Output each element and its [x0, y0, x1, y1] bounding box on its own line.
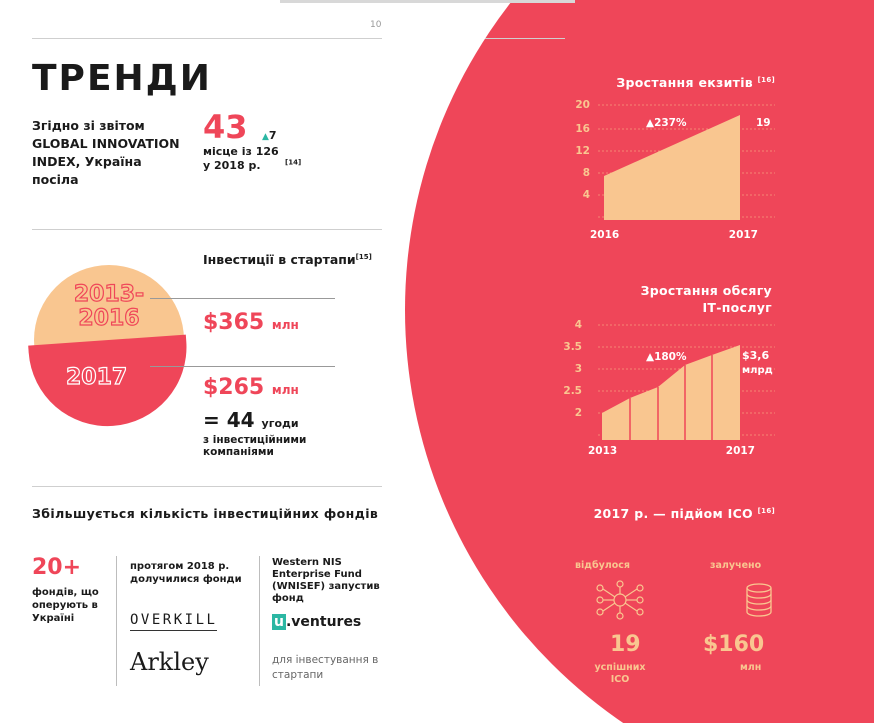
leader-line — [150, 298, 335, 299]
ico-raised-amount: $160 — [703, 632, 765, 657]
wnisef-text: Western NIS Enterprise Fund (WNISEF) запустив фонд — [272, 557, 380, 604]
leader-line — [150, 366, 335, 367]
amount-2013-2016 — [203, 310, 299, 335]
funds-title: Збільшується кількість інвестиційних фондів — [32, 506, 379, 521]
it-end-label-line1: $3,6 — [742, 349, 770, 362]
gii-place — [203, 145, 301, 173]
it-title-line2: ІТ-послуг — [702, 300, 772, 315]
ico-count-sub — [580, 662, 660, 686]
ico-count: 19 — [610, 632, 641, 657]
ico-title-text: 2017 р. — підйом ICO — [593, 506, 753, 521]
x-tick: 2017 — [728, 229, 758, 241]
divider — [32, 229, 382, 230]
network-icon — [592, 580, 648, 620]
y-tick: 20 — [575, 99, 590, 111]
gii-rank: 43 — [203, 108, 248, 146]
x-tick: 2013 — [588, 445, 618, 457]
amount-2017 — [203, 375, 299, 400]
uventures-logo — [272, 614, 361, 630]
ico-ref: [16] — [757, 506, 775, 515]
coins-stack-icon — [744, 582, 774, 618]
gii-place-text: місце із 126 у 2018 р. — [203, 145, 279, 172]
deals-unit: угоди — [261, 417, 299, 430]
ico-label-raised: залучено — [710, 560, 762, 571]
y-tick: 12 — [575, 145, 590, 157]
x-tick: 2016 — [590, 229, 620, 241]
overkill-logo: OVERKILL — [130, 612, 217, 631]
amount1-value: $365 — [203, 310, 265, 335]
y-tick: 4 — [582, 189, 590, 201]
deals-value: = 44 — [203, 408, 255, 432]
ico-raised-unit: млн — [740, 662, 762, 673]
ico-label-happened: відбулося — [575, 560, 630, 571]
pie-label-line2: 2016 — [78, 306, 140, 331]
gii-ref: [14] — [285, 158, 302, 167]
uventures-logo-u: u — [274, 614, 284, 630]
ico-title — [555, 506, 775, 521]
funds-count-desc: фондів, що оперують в Україні — [32, 587, 99, 624]
amount2-value: $265 — [203, 375, 265, 400]
y-tick: 4 — [574, 319, 582, 331]
y-tick: 3 — [574, 363, 582, 375]
y-tick: 16 — [575, 123, 590, 135]
divider — [32, 38, 382, 39]
pie-label-2013-2016 — [64, 283, 154, 331]
exits-title-text: Зростання екзитів — [616, 75, 753, 90]
investments-title-text: Інвестиції в стартапи — [203, 252, 356, 267]
pie-label-line1: 2013- — [73, 282, 145, 307]
y-tick: 2.5 — [563, 385, 582, 397]
y-tick: 8 — [582, 167, 590, 179]
page-title: ТРЕНДИ — [32, 58, 212, 99]
up-triangle-icon: ▲ — [262, 132, 269, 142]
y-tick: 3.5 — [563, 341, 582, 353]
gii-change-value: 7 — [268, 129, 277, 142]
gii-rank-change — [262, 129, 277, 142]
deals-count — [203, 408, 299, 432]
x-tick: 2017 — [725, 445, 755, 457]
page-number: 10 — [370, 20, 382, 30]
y-tick: 2 — [574, 407, 582, 419]
it-services-title — [540, 282, 772, 316]
it-services-chart — [560, 315, 780, 460]
deals-subtitle: з інвестиційними компаніями — [203, 434, 307, 458]
amount1-unit: млн — [271, 318, 299, 332]
exits-end-label: 19 — [756, 117, 771, 129]
column-divider — [116, 556, 117, 686]
exits-growth-label: ▲237% — [646, 117, 687, 129]
ico-sub-line1: успішних — [594, 662, 646, 673]
invest-for-text: для інвестування в стартапи — [272, 654, 379, 681]
divider — [32, 486, 382, 487]
investments-ref: [15] — [355, 252, 372, 261]
it-growth-label: ▲180% — [646, 351, 687, 363]
it-title-line1: Зростання обсягу — [640, 283, 772, 298]
exits-area — [604, 115, 740, 220]
arkley-logo: Arkley — [130, 648, 209, 676]
exits-chart — [560, 95, 780, 245]
amount2-unit: млн — [271, 383, 299, 397]
ico-sub-line2: ICO — [610, 674, 630, 685]
funds-count: 20+ — [32, 555, 82, 580]
column-divider — [259, 556, 260, 686]
pie-label-2017: 2017 — [66, 365, 128, 390]
it-end-label-line2: млрд — [742, 365, 773, 376]
uventures-logo-rest: .ventures — [285, 614, 362, 630]
investments-title — [203, 252, 372, 267]
divider — [485, 38, 565, 39]
joined-funds-text: протягом 2018 р. долучилися фонди — [130, 561, 242, 585]
gii-text: Згідно зі звітом GLOBAL INNOVATION INDEX, Україна посіла — [32, 118, 180, 187]
exits-ref: [16] — [757, 75, 775, 84]
top-divider — [280, 0, 575, 3]
exits-title — [540, 75, 775, 90]
